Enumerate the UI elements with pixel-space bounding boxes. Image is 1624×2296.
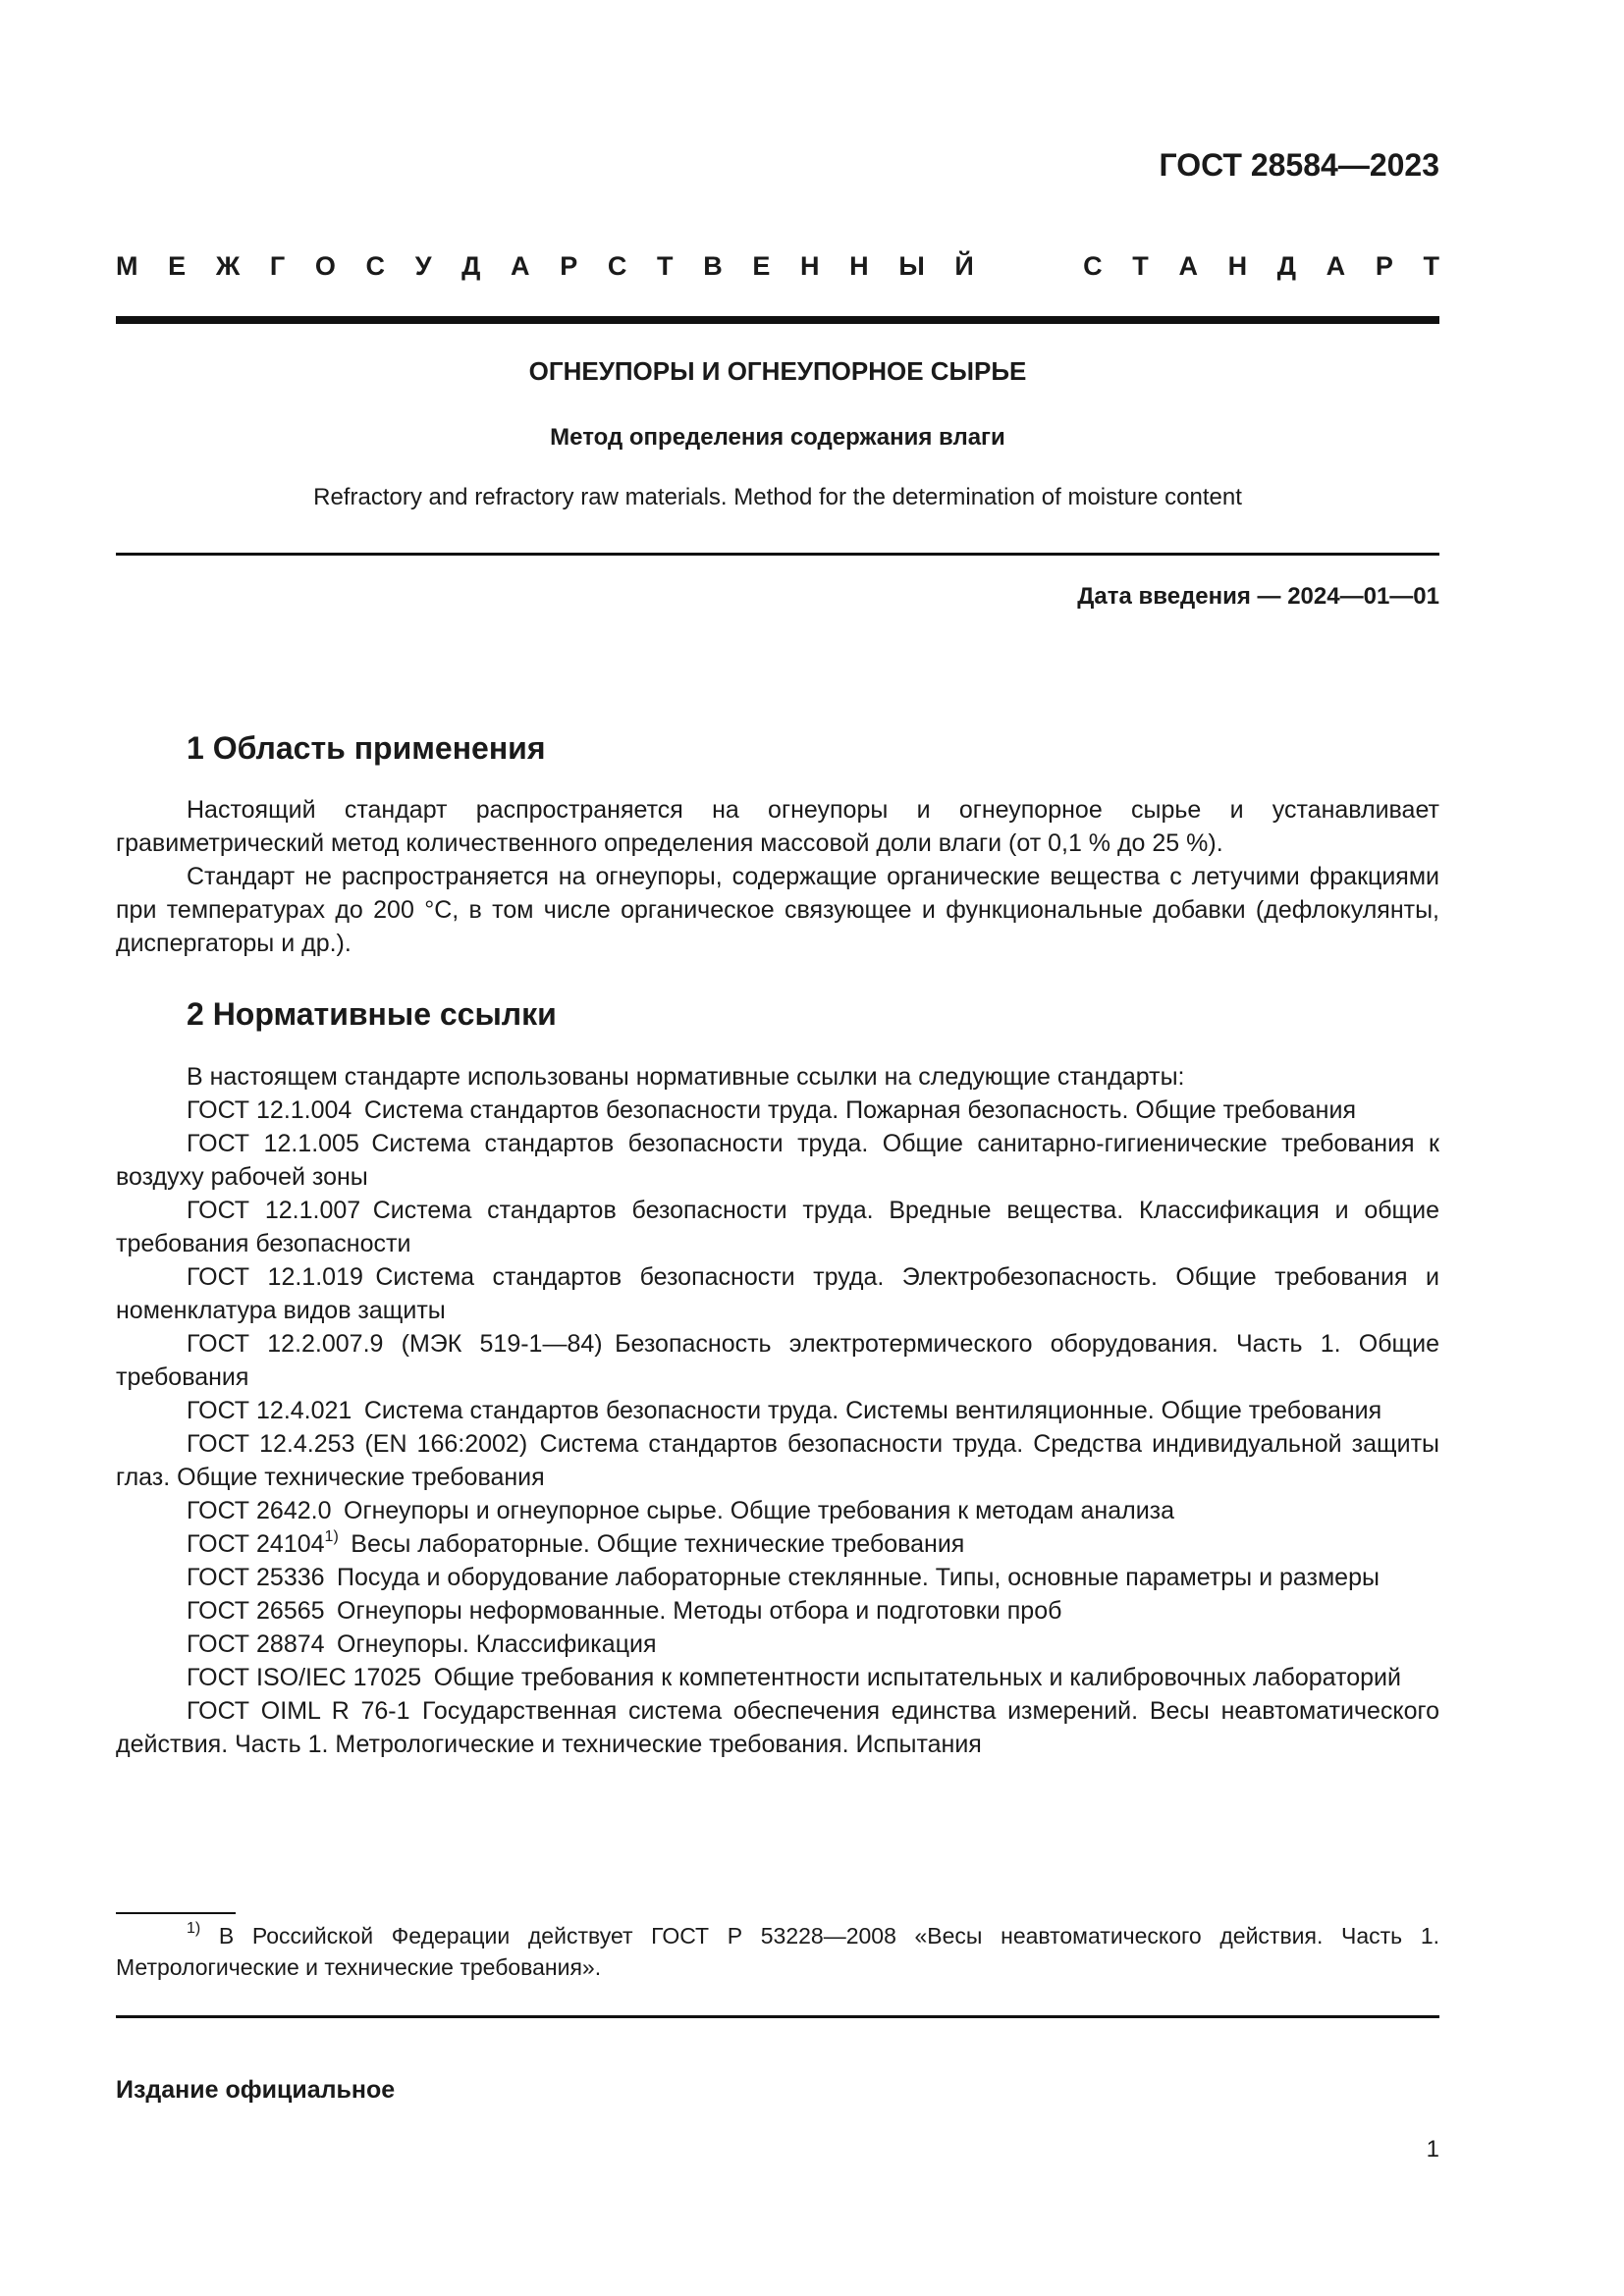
reference-code: ГОСТ 26565	[187, 1597, 325, 1625]
reference-item	[116, 1694, 1439, 1761]
reference-item	[116, 1594, 1439, 1628]
reference-title: Общие требования к компетентности испытательных и калибровочных лабораторий	[433, 1664, 1401, 1691]
reference-title: Система стандартов безопасности труда. Общие санитарно-гигиенические требования к воздуху рабочей зоны	[116, 1130, 1439, 1191]
reference-code: ГОСТ 12.1.019	[187, 1263, 363, 1291]
banner-letter: О	[314, 251, 336, 281]
reference-title: Система стандартов безопасности труда. Вредные вещества. Классификация и общие требования безопасности	[116, 1197, 1439, 1257]
reference-code: ГОСТ ISO/IEC 17025	[187, 1664, 422, 1691]
footnote-reference: 1)	[324, 1527, 339, 1545]
banner-letter: Й	[954, 251, 974, 281]
banner-letter: Н	[849, 251, 869, 281]
reference-title: Система стандартов безопасности труда. Пожарная безопасность. Общие требования	[363, 1096, 1356, 1124]
banner-letter: А	[511, 251, 530, 281]
footnote-text: В Российской Федерации действует ГОСТ Р 53228—2008 «Весы неавтоматического действия. Часть 1. Метрологические и технические требования».	[116, 1923, 1439, 1980]
footer-rule	[116, 2015, 1439, 2018]
reference-item	[116, 1561, 1439, 1594]
banner-letter: М	[116, 251, 138, 281]
reference-item	[116, 1661, 1439, 1694]
reference-title: Система стандартов безопасности труда. Системы вентиляционные. Общие требования	[363, 1397, 1382, 1424]
banner-letter: Р	[1375, 251, 1393, 281]
section-2-intro: В настоящем стандарте использованы нормативные ссылки на следующие стандарты:	[187, 1063, 1185, 1091]
banner-letter: Д	[461, 251, 481, 281]
reference-code: ГОСТ 24104	[187, 1530, 325, 1558]
banner-letter: Г	[269, 251, 286, 281]
reference-title: Весы лабораторные. Общие технические требования	[351, 1530, 965, 1558]
page-number: 1	[1426, 2136, 1439, 2163]
reference-title: Огнеупоры и огнеупорное сырье. Общие требования к методам анализа	[344, 1497, 1175, 1524]
official-edition-label: Издание официальное	[116, 2076, 396, 2104]
section-2-body	[116, 1060, 1439, 1761]
reference-title: Безопасность электротермического оборудования. Часть 1. Общие требования	[116, 1330, 1439, 1391]
reference-code: ГОСТ 12.4.021	[187, 1397, 352, 1424]
reference-code: ГОСТ 12.1.004	[187, 1096, 352, 1124]
reference-title: Посуда и оборудование лабораторные стеклянные. Типы, основные параметры и размеры	[337, 1564, 1380, 1591]
section-1-body	[116, 793, 1439, 960]
banner-letter: Д	[1276, 251, 1297, 281]
section-1-paragraph: Стандарт не распространяется на огнеупоры, содержащие органические вещества с летучими фракциями при температурах до 200 °С, в том числе органическое связующее и функциональные добавки (дефлокулянты, диспергаторы и др.).	[116, 863, 1439, 957]
document-subtitle: Метод определения содержания влаги	[550, 424, 1005, 451]
reference-item	[116, 1427, 1439, 1494]
reference-code: ГОСТ 2642.0	[187, 1497, 332, 1524]
banner-letter: А	[1326, 251, 1346, 281]
reference-item	[116, 1327, 1439, 1394]
reference-item	[116, 1628, 1439, 1661]
banner-letter: С	[607, 251, 627, 281]
banner-letter: Ы	[898, 251, 925, 281]
banner-letter: Н	[800, 251, 820, 281]
reference-code: ГОСТ 28874	[187, 1630, 325, 1658]
reference-code: ГОСТ 25336	[187, 1564, 325, 1591]
reference-title: Огнеупоры неформованные. Методы отбора и подготовки проб	[337, 1597, 1062, 1625]
banner-letter: С	[1083, 251, 1103, 281]
document-title: ОГНЕУПОРЫ И ОГНЕУПОРНОЕ СЫРЬЕ	[528, 356, 1027, 386]
banner-letter: Ж	[215, 251, 241, 281]
reference-item	[116, 1194, 1439, 1260]
banner-letter: Н	[1227, 251, 1248, 281]
title-rule	[116, 553, 1439, 556]
footnote	[116, 1920, 1439, 1983]
reference-item	[116, 1260, 1439, 1327]
header-rule	[116, 316, 1439, 324]
reference-item	[116, 1394, 1439, 1427]
section-1-heading: 1 Область применения	[187, 730, 546, 766]
banner-letter: Е	[752, 251, 771, 281]
banner-letter: Т	[1132, 251, 1149, 281]
banner-letter: Р	[560, 251, 578, 281]
reference-code: ГОСТ OIML R 76-1	[187, 1697, 410, 1725]
document-subtitle-english: Refractory and refractory raw materials. Method for the determination of moisture content	[313, 484, 1242, 510]
reference-title: Система стандартов безопасности труда. Средства индивидуальной защиты глаз. Общие технические требования	[116, 1430, 1439, 1491]
reference-title: Система стандартов безопасности труда. Электробезопасность. Общие требования и номенклатура видов защиты	[116, 1263, 1439, 1324]
reference-item	[116, 1494, 1439, 1527]
banner-letter: А	[1178, 251, 1198, 281]
reference-item	[116, 1127, 1439, 1194]
banner-letter: У	[414, 251, 432, 281]
banner-letter: Т	[657, 251, 674, 281]
section-2-heading: 2 Нормативные ссылки	[187, 996, 557, 1032]
section-1-paragraph: Настоящий стандарт распространяется на огнеупоры и огнеупорное сырье и устанавливает гравиметрический метод количественного определения массовой доли влаги (от 0,1 % до 25 %).	[116, 796, 1439, 857]
reference-title: Огнеупоры. Классификация	[337, 1630, 657, 1658]
introduction-date: Дата введения — 2024—01—01	[1077, 583, 1439, 610]
banner-letter: Е	[168, 251, 187, 281]
footnote-marker: 1)	[187, 1920, 201, 1938]
document-code: ГОСТ 28584—2023	[1159, 147, 1439, 183]
reference-item	[116, 1527, 1439, 1561]
banner-letter: С	[365, 251, 386, 281]
reference-code: ГОСТ 12.2.007.9 (МЭК 519-1—84)	[187, 1330, 603, 1358]
reference-item	[116, 1094, 1439, 1127]
banner-letter: Т	[1423, 251, 1439, 281]
reference-title: Государственная система обеспечения единства измерений. Весы неавтоматического действия. Часть 1. Метрологические и технические требования. Испытания	[116, 1697, 1439, 1758]
banner-word-gap	[1003, 251, 1053, 282]
banner-letter: В	[703, 251, 723, 281]
standard-type-banner	[116, 251, 1439, 282]
footnote-rule	[116, 1912, 236, 1914]
reference-list	[116, 1094, 1439, 1761]
reference-code: ГОСТ 12.1.007	[187, 1197, 361, 1224]
reference-code: ГОСТ 12.1.005	[187, 1130, 359, 1157]
reference-code: ГОСТ 12.4.253 (EN 166:2002)	[187, 1430, 528, 1458]
